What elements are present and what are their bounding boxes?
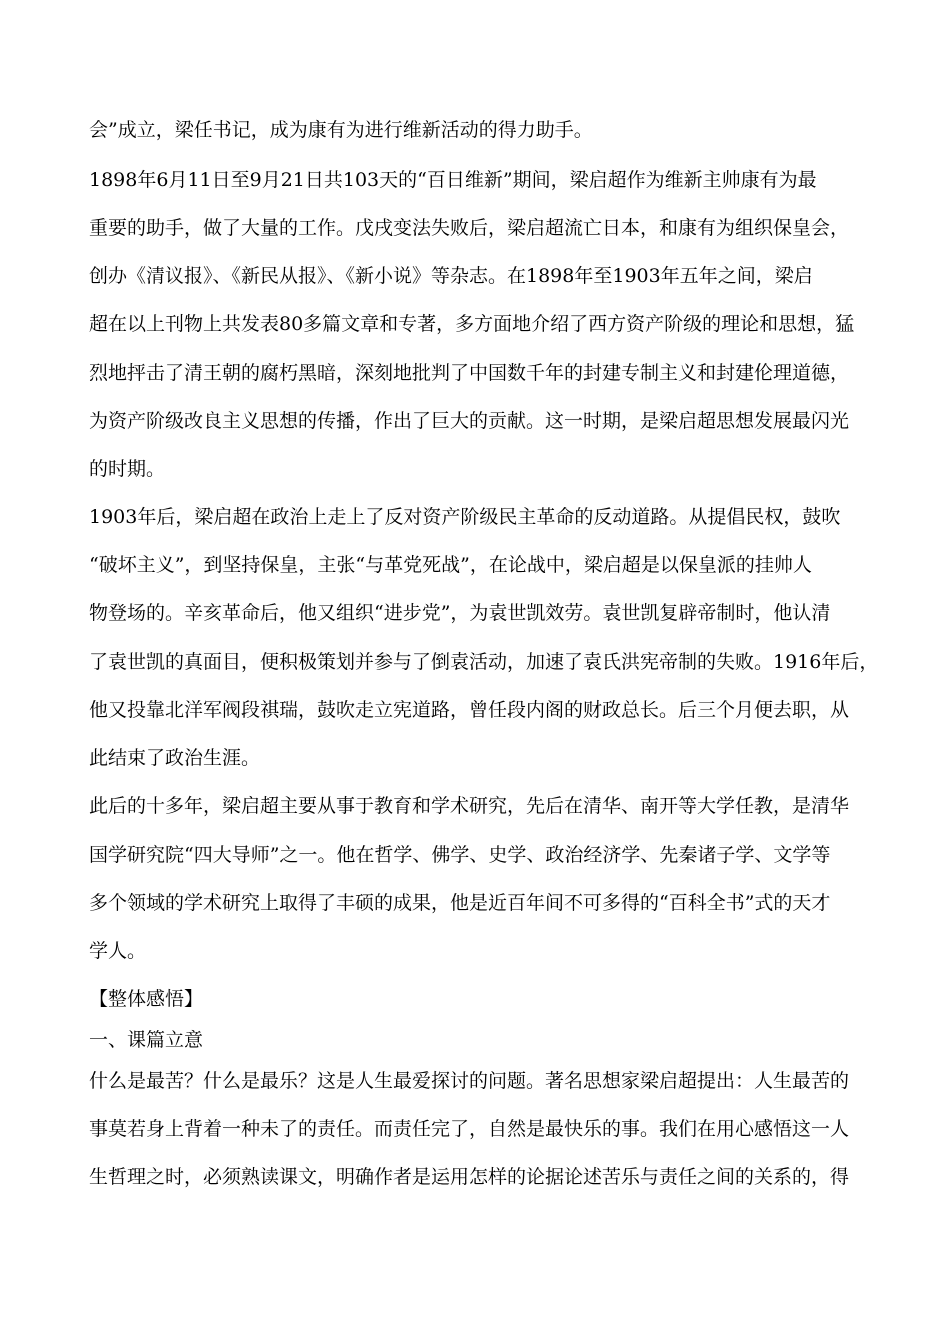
- text-line: 重要的助手，做了大量的工作。戊戌变法失败后，梁启超流亡日本，和康有为组织保皇会，: [89, 217, 850, 239]
- text-line: 多个领域的学术研究上取得了丰硕的成果，他是近百年间不可多得的“百科全书”式的天才: [89, 892, 831, 914]
- text-line: 1898年6月11日至9月21日共103天的“百日维新”期间，梁启超作为维新主帅康有为最: [89, 169, 817, 191]
- text-line: 1903年后，梁启超在政治上走上了反对资产阶级民主革命的反动道路。从提倡民权，鼓吹: [89, 506, 841, 528]
- text-line: 超在以上刊物上共发表80多篇文章和专著，多方面地介绍了西方资产阶级的理论和思想，猛: [89, 313, 855, 335]
- text-line: 会”成立，梁任书记，成为康有为进行维新活动的得力助手。: [89, 119, 593, 141]
- text-line: 的时期。: [89, 458, 166, 480]
- text-line: 国学研究院“四大导师”之一。他在哲学、佛学、史学、政治经济学、先秦诸子学、文学等: [89, 844, 831, 866]
- text-line: 了袁世凯的真面目，便积极策划并参与了倒袁活动，加速了袁氏洪宪帝制的失败。1916年后，: [89, 651, 879, 673]
- text-line: 此后的十多年，梁启超主要从事于教育和学术研究，先后在清华、南开等大学任教，是清华: [89, 795, 850, 817]
- text-line: 此结束了政治生涯。: [89, 747, 261, 769]
- text-line: 创办《清议报》、《新民从报》、《新小说》等杂志。在1898年至1903年五年之间，梁启: [89, 265, 813, 287]
- subsection-heading: 一、课篇立意: [89, 1029, 204, 1051]
- text-line: 烈地抨击了清王朝的腐朽黑暗，深刻地批判了中国数千年的封建专制主义和封建伦理道德，: [89, 362, 850, 384]
- text-line: 什么是最苦？什么是最乐？这是人生最爱探讨的问题。著名思想家梁启超提出：人生最苦的: [89, 1070, 850, 1092]
- text-line: 生哲理之时，必须熟读课文，明确作者是运用怎样的论据论述苦乐与责任之间的关系的，得: [89, 1166, 850, 1188]
- text-line: “破坏主义”，到坚持保皇，主张“与革党死战”，在论战中，梁启超是以保皇派的挂帅人: [89, 554, 812, 576]
- text-line: 事莫若身上背着一种未了的责任。而责任完了，自然是最快乐的事。我们在用心感悟这一人: [89, 1118, 850, 1140]
- text-line: 学人。: [89, 940, 147, 962]
- text-line: 物登场的。辛亥革命后，他又组织“进步党”，为袁世凯效劳。袁世凯复辟帝制时，他认清: [89, 602, 831, 624]
- text-line: 他又投靠北洋军阀段祺瑞，鼓吹走立宪道路，曾任段内阁的财政总长。后三个月便去职，从: [89, 699, 850, 721]
- section-heading: 【整体感悟】: [89, 988, 204, 1010]
- text-line: 为资产阶级改良主义思想的传播，作出了巨大的贡献。这一时期，是梁启超思想发展最闪光: [89, 410, 850, 432]
